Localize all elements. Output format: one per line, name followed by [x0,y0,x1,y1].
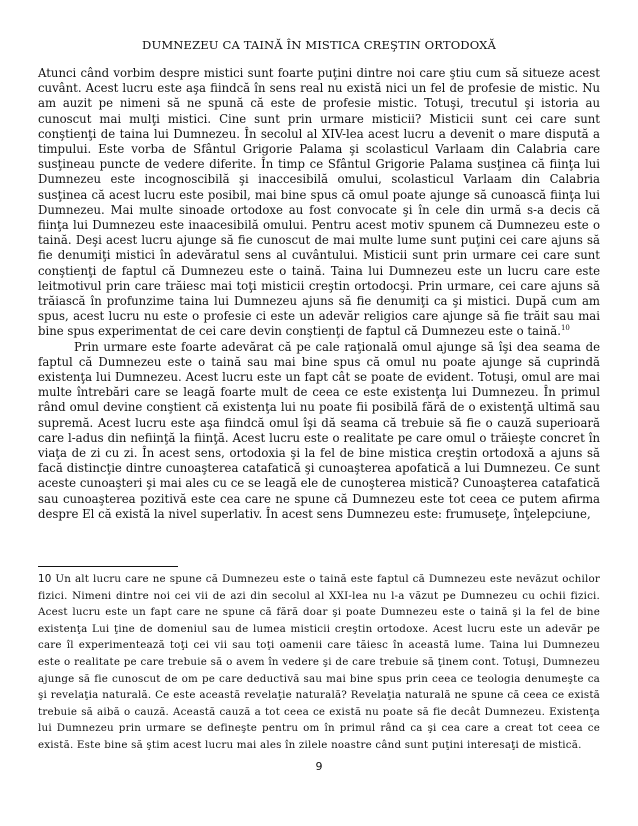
running-header: DUMNEZEU CA TAINĂ ÎN MISTICA CREŞTIN ORTODOXĂ [142,38,496,52]
footnote-number: 10 [38,573,52,585]
footnote-reference[interactable]: 10 [560,324,570,333]
paragraph-2: Prin urmare este foarte adevărat că pe cale raţională omul ajunge să îşi dea seama de faptul că Dumnezeu este o taină sau mai bine spus că omul nu poate ajunge să cuprindă existenţa lui Dumnezeu. Acest lucru este un fapt cât se poate de evident. Totuşi, omul are mai multe întrebări care se leagă foarte mult de ceea ce este existenţa lui Dumnezeu. În primul rând omul devine conştient că existenţa lui nu poate fii posibilă fără de o existenţă ultimă sau supremă. Acest lucru este aşa fiindcă omul îşi dă seama că trebuie să fie o cauză superioară care l-adus din nefiinţă la fiinţă. Acest lucru este o realitate pe care omul o trăieşte concret în viaţa de zi cu zi. În acest sens, ortodoxia şi la fel de bine mistica creştin ortodoxă a ajuns să facă distincţie dintre cunoaşterea catafatică şi cunoaşterea apofatică a lui Dumnezeu. Ce sunt aceste cunoaşteri şi mai ales cu ce se leagă ele de cunoşterea mistică? Cunoaşterea catafatică sau cunoaşterea pozitivă este cea care ne spune că Dumnezeu este tot ceea ce putem afirma despre El că există la nivel superlativ. În acest sens Dumnezeu este: frumuseţe, înţelepciune, [38,339,600,521]
footnote [38,571,600,754]
paragraph-1-text: Atunci când vorbim despre mistici sunt foarte puţini dintre noi care ştiu cum să situeze acest cuvânt. Acest lucru este aşa fiindcă în sens real nu există nici un fel de profesie de mistic. Nu am auzit pe nimeni să ne spună că este de profesie mistic. Totuşi, trecutul şi istoria au cunoscut mai mulţi mistici. Cine sunt prin urmare misticii? Misticii sunt cei care sunt conştienţi de taina lui Dumnezeu. În secolul al XIV-lea acest lucru a devenit o mare dispută a timpului. Este vorba de Sfântul Grigorie Palama şi scolasticul Varlaam din Calabria care susţineau puncte de vedere diferite. În timp ce Sfântul Grigorie Palama susţinea că fiinţa lui Dumnezeu este incognoscibilă şi inaccesibilă omului, scolasticul Varlaam din Calabria susţinea că acest lucru este posibil, mai bine spus că omul poate ajunge să cunoască fiinţa lui Dumnezeu. Mai multe sinoade ortodoxe au fost convocate şi în cele din urmă s-a decis că fiinţa lui Dumnezeu este inaacesibilă omului. Pentru acest motiv spunem că Dumnezeu este o taină. Deşi acest lucru ajunge să fie cunoscut de mai multe lume sunt puţini cei care ajuns să fie denumiţi mistici în adevăratul sens al cuvântului. Misticii sunt prin urmare cei care sunt conştienţi de faptul că Dumnezeu este o taină. Taina lui Dumnezeu este un lucru care este leitmotivul prin care trăiesc mai toţi misticii creştin ortodocşi. Prin urmare, cei care ajuns să trăiască în profunzime taina lui Dumnezeu ajuns să fie denumiţi ca şi mistici. După cum am spus, acest lucru nu este o profesie ci este un adevăr religios care ajunge să fie trăit sau mai bine spus experimentat de cei care devin conştienţi de faptul că Dumnezeu este o taină. [38,66,600,339]
paragraph-1 [38,66,600,340]
page-number: 9 [315,760,323,773]
footnote-text: Un alt lucru care ne spune că Dumnezeu este o taină este faptul că Dumnezeu este nevăzut ochilor fizici. Nimeni dintre noi cei vii de azi din secolul al XXI-lea nu l-a văzut pe Dumnezeu cu ochii fizici. Acest lucru este un fapt care ne spune că fără doar şi poate Dumnezeu este o taină şi la fel de bine existenţa Lui ţine de domeniul sau de lumea misticii creştin ortodoxe. Acest lucru este un adevăr pe care îl experimentează toţi cei vii sau toţi oamenii care tăiesc în această lume. Taina lui Dumnezeu este o realitate pe care trebuie să o avem în vedere şi de care trebuie să ţinem cont. Totuşi, Dumnezeu ajunge să fie cunoscut de om pe care deductivă sau mai bine spus prin ceea ce teologia denumeşte ca şi revelaţia naturală. Ce este această revelaţie naturală? Revelaţia naturală ne spune că ceea ce există trebuie să aibă o cauză. Această cauză a tot ceea ce există nu poate să fie decât Dumnezeu. Existenţa lui Dumnezeu prin urmare se defineşte pentru om în primul rând ca şi cea care a creat tot ceea ce există. Este bine să ştim acest lucru mai ales în zilele noastre când sunt puţini interesaţi de mistică. [38,573,600,751]
body-text [38,66,600,522]
footnote-separator [38,566,178,567]
